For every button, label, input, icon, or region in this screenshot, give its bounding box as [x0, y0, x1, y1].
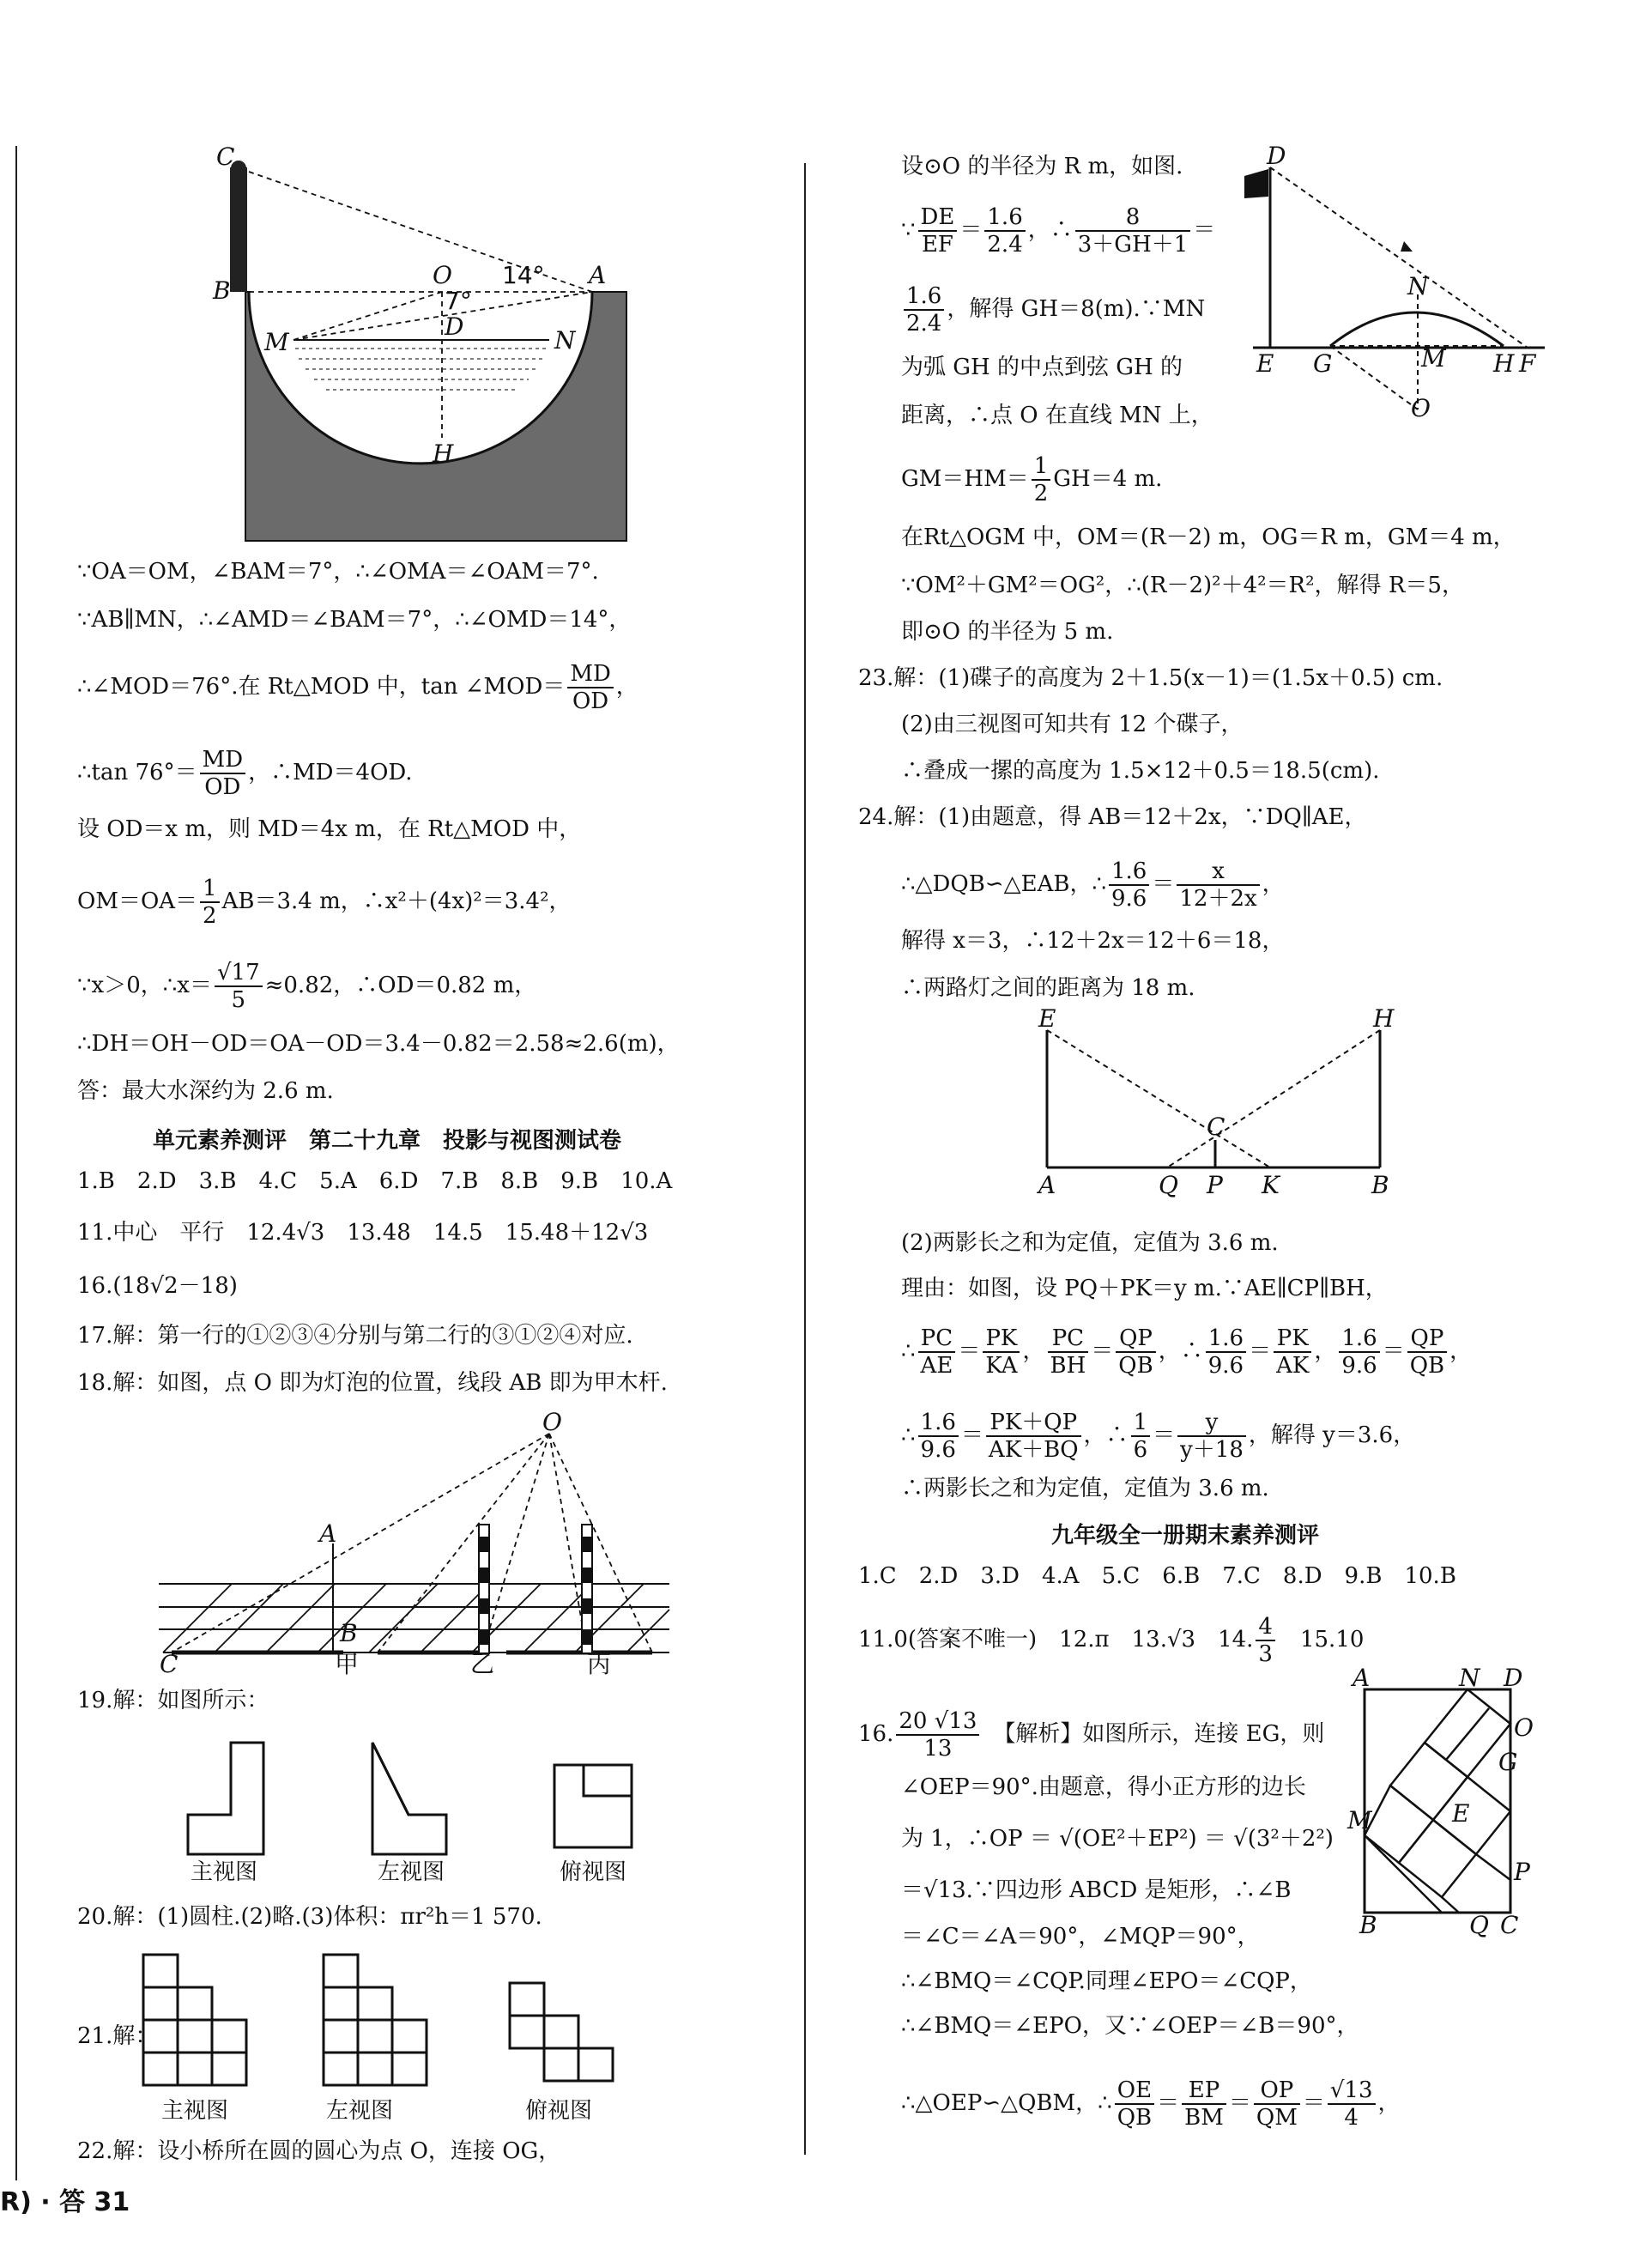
fraction: $\frac{1.6}{9.6}$	[1206, 1325, 1246, 1379]
fraction: $\frac{PC}{BH}$	[1048, 1325, 1089, 1379]
fraction: $\frac{1}{2}$	[1032, 453, 1051, 506]
q21-front-view	[142, 1953, 253, 2090]
fraction: $\frac{1.6}{9.6}$	[1339, 1325, 1379, 1379]
label-G: G	[1498, 1748, 1518, 1776]
solution-line: ∠OEP＝90°.由题意，得小正方形的边长	[901, 1774, 1306, 1800]
solution-line: ∵OM²＋GM²＝OG²，∴(R－2)²＋4²＝R²，解得 R＝5，	[901, 573, 1464, 598]
solution-line	[901, 453, 1162, 506]
lamp-shadow-diagram	[146, 1408, 695, 1678]
answer-row: 18.解：如图，点 O 即为灯泡的位置，线段 AB 即为甲木杆.	[77, 1370, 668, 1396]
solution-line: ∴叠成一摞的高度为 1.5×12＋0.5＝18.5(cm).	[901, 758, 1380, 784]
rectangle-squares-diagram	[1347, 1664, 1553, 1939]
label-M: M	[1421, 344, 1446, 373]
label-M: M	[264, 328, 289, 356]
text-run: ，∴MD＝4OD.	[248, 760, 413, 785]
solution-line: ∴△OEP∽△QBM，∴ $\frac{OE}{QB}$ ＝ $\frac{EP}{BM}$ ＝ $\frac{OP}{QM}$ ＝ $\frac{√13}{4}$ ，	[901, 2077, 1401, 2131]
label-K: K	[1262, 1171, 1280, 1199]
label-O: O	[1411, 394, 1431, 422]
label-E: E	[1038, 1004, 1056, 1033]
solution-line: (2)由三视图可知共有 12 个碟子，	[901, 712, 1244, 737]
text-run: ∵	[901, 217, 916, 243]
fraction: $\frac{√17}{5}$	[215, 960, 263, 1013]
left-margin-rule	[15, 146, 17, 2180]
solution-line: 为弧 GH 的中点到弦 GH 的	[901, 355, 1183, 380]
street-lights-diagram	[1030, 1004, 1399, 1202]
solution-line: ＝√13.∵四边形 ABCD 是矩形，∴∠B	[901, 1877, 1292, 1903]
text-run: GH＝4 m.	[1053, 466, 1163, 492]
fraction: $\frac{4}{3}$	[1256, 1614, 1275, 1667]
q21-side-view	[322, 1953, 433, 2090]
fraction: $\frac{QP}{QB}$	[1116, 1325, 1155, 1379]
label-C: C	[1500, 1911, 1519, 1939]
label-B: B	[213, 276, 231, 305]
label-N: N	[1407, 272, 1429, 300]
answer-row: 22.解：设小桥所在圆的圆心为点 O，连接 OG，	[77, 2138, 561, 2164]
fraction: $\frac{x}{12+2x}$	[1177, 858, 1259, 912]
solution-line: ∴△DQB∽△EAB，∴ $\frac{1.6}{9.6}$ ＝ $\frac{x}{12+2x}$ ，	[901, 858, 1285, 912]
caption-side-view: 左视图	[326, 2098, 394, 2124]
q21-top-view	[508, 1981, 620, 2093]
fraction: $\frac{MD}{OD}$	[200, 747, 245, 800]
arch-bridge-diagram	[1236, 142, 1553, 434]
solution-line: 解得 x＝3，∴12＋2x＝12＋6＝18，	[901, 928, 1285, 954]
answer-row: 20.解：(1)圆柱.(2)略.(3)体积：πr²h＝1 570.	[77, 1904, 542, 1930]
label-7deg: 7°	[445, 287, 472, 315]
fraction: $\frac{1}{2}$	[200, 876, 220, 929]
label-H: H	[1493, 349, 1515, 378]
label-M: M	[1347, 1806, 1372, 1834]
fraction: $\frac{y}{y+18}$	[1177, 1410, 1246, 1463]
solution-line	[901, 283, 1205, 337]
label-jia: 甲	[335, 1650, 360, 1678]
text-run: ，解得 GH＝8(m).∵MN	[947, 296, 1206, 322]
solution-line: ∴ $\frac{1.6}{9.6}$ ＝ $\frac{PK+QP}{AK+BQ}$ ，∴ $\frac{1}{6}$ ＝ $\frac{y}{y+18}$ ，解得 y＝3.6，	[901, 1410, 1416, 1463]
fraction: $\frac{1}{6}$	[1131, 1410, 1151, 1463]
fraction: $\frac{√13}{4}$	[1328, 2077, 1376, 2131]
answer-row: 17.解：第一行的①②③④分别与第二行的③①②④对应.	[77, 1323, 633, 1349]
text-run: ∴tan 76°＝	[77, 760, 197, 785]
answer-row: 11.中心 平行 12.4√3 13.48 14.5 15.48＋12√3	[77, 1220, 649, 1246]
answer-row: 16.(18√2－18)	[77, 1273, 238, 1299]
answer-row: 1.B 2.D 3.B 4.C 5.A 6.D 7.B 8.B 9.B 10.A	[77, 1168, 673, 1194]
q19-top-view	[551, 1762, 637, 1856]
caption-front-view: 主视图	[191, 1859, 258, 1885]
solution-line: 距离，∴点 O 在直线 MN 上，	[901, 403, 1213, 428]
text-run: GM＝HM＝	[901, 466, 1029, 492]
fraction: $\frac{OE}{QB}$	[1115, 2077, 1154, 2131]
solution-line: 理由：如图，设 PQ＋PK＝y m.∵AE∥CP∥BH，	[901, 1276, 1388, 1301]
fraction: $\frac{OP}{QM}$	[1254, 2077, 1300, 2131]
fraction: $\frac{PK+QP}{AK+BQ}$	[986, 1410, 1081, 1463]
page-footer: R) · 答 31	[0, 2187, 130, 2217]
water-bowl-diagram	[213, 143, 669, 549]
answer-row: 24.解：(1)由题意，得 AB＝12＋2x，∵DQ∥AE，	[858, 804, 1367, 830]
fraction: $\frac{EP}{BM}$	[1182, 2077, 1226, 2131]
fraction: $\frac{PC}{AE}$	[918, 1325, 956, 1379]
solution-line: 设⊙O 的半径为 R m，如图.	[901, 154, 1183, 179]
solution-line: ＝∠C＝∠A＝90°，∠MQP＝90°，	[901, 1924, 1260, 1950]
solution-line	[77, 747, 413, 800]
answer-row: 21.解：	[77, 2023, 158, 2049]
caption-top-view: 俯视图	[560, 1859, 627, 1885]
text-run: ≈0.82，∴OD＝0.82 m，	[264, 973, 537, 998]
solution-line	[77, 876, 572, 929]
label-C: C	[1207, 1113, 1225, 1141]
solution-line: 设 OD＝x m，则 MD＝4x m，在 Rt△MOD 中，	[77, 816, 582, 842]
fraction: $\frac{MD}{OD}$	[567, 661, 613, 714]
fraction: $\frac{QP}{QB}$	[1407, 1325, 1447, 1379]
label-B: B	[1371, 1171, 1389, 1199]
text-run: AB＝3.4 m，∴x²＋(4x)²＝3.4²，	[221, 888, 572, 914]
label-G: G	[1313, 349, 1333, 378]
text-run: 【解析】如图所示，连接 EG，则	[1004, 1721, 1325, 1747]
label-C: C	[216, 143, 235, 171]
fraction: $\frac{PK}{AK}$	[1274, 1325, 1311, 1379]
label-O: O	[1514, 1713, 1534, 1742]
text-run: 11.0(答案不唯一) 12.π 13.√3 14.	[858, 1627, 1254, 1652]
solution-line: ∴DH＝OH－OD＝OA－OD＝3.4－0.82＝2.58≈2.6(m)，	[77, 1031, 680, 1057]
label-D: D	[445, 312, 464, 341]
label-D: D	[1267, 142, 1286, 170]
fraction: $\frac{1.6}{2.4}$	[984, 204, 1025, 258]
label-14deg: 14°	[502, 261, 545, 289]
label-O: O	[542, 1408, 562, 1436]
fraction: $\frac{PK}{KA}$	[983, 1325, 1020, 1379]
label-A: A	[1353, 1664, 1371, 1692]
label-Q: Q	[1159, 1171, 1178, 1199]
text-run: ∴△OEP∽△QBM，∴	[901, 2090, 1112, 2116]
solution-line: ∴两影长之和为定值，定值为 3.6 m.	[901, 1476, 1269, 1501]
label-Q: Q	[1469, 1911, 1489, 1939]
label-B: B	[340, 1619, 358, 1647]
fraction: $\frac{1.6}{9.6}$	[918, 1410, 959, 1463]
label-N: N	[1459, 1664, 1480, 1692]
caption-front-view: 主视图	[161, 2098, 229, 2124]
label-O: O	[433, 261, 452, 289]
label-B: B	[1359, 1911, 1377, 1939]
text-run: OM＝OA＝	[77, 888, 198, 914]
solution-line: ∴∠MOD＝76°.在 Rt△MOD 中，tan ∠MOD＝ $\frac{MD}{OD}$ ，	[77, 661, 638, 714]
solution-line: ∴∠BMQ＝∠CQP.同理∠EPO＝∠CQP，	[901, 1968, 1312, 1994]
fraction: $\frac{8}{3+GH+1}$	[1075, 204, 1191, 258]
answer-row	[858, 1708, 1324, 1762]
solution-line	[77, 960, 536, 1013]
label-C: C	[160, 1650, 179, 1678]
label-H: H	[1373, 1004, 1395, 1033]
caption-top-view: 俯视图	[525, 2098, 593, 2124]
section-title: 单元素养测评 第二十九章 投影与视图测试卷	[153, 1128, 622, 1154]
solution-line: 答：最大水深约为 2.6 m.	[77, 1078, 334, 1104]
label-D: D	[1504, 1664, 1523, 1692]
answer-row: 19.解：如图所示：	[77, 1688, 269, 1713]
solution-line: ∴∠BMQ＝∠EPO，又∵∠OEP＝∠B＝90°，	[901, 2013, 1359, 2039]
answer-row: 1.C 2.D 3.D 4.A 5.C 6.B 7.C 8.D 9.B 10.B	[858, 1563, 1456, 1589]
section-title: 九年级全一册期末素养测评	[1051, 1523, 1320, 1549]
text-run: ∴△DQB∽△EAB，∴	[901, 871, 1106, 897]
label-A: A	[589, 261, 607, 289]
fraction: $\frac{20 √13}{13}$	[896, 1708, 979, 1762]
answer-row	[858, 1614, 1364, 1667]
solution-line: ∴ $\frac{PC}{AE}$ ＝ $\frac{PK}{KA}$ ， $\frac{PC}{BH}$ ＝ $\frac{QP}{QB}$ ，∴ $\frac{1.6}{9.6}$ ＝ $\frac{PK}{AK}$ ， $\frac{1.6}{9.6}$ ＝ $\frac{QP}{QB}$ ，	[901, 1325, 1473, 1379]
label-H: H	[433, 440, 454, 468]
label-P: P	[1207, 1171, 1223, 1199]
label-N: N	[554, 326, 576, 355]
label-E: E	[1256, 349, 1274, 378]
q19-front-view	[185, 1734, 270, 1854]
column-divider	[804, 163, 806, 2155]
fraction: $\frac{DE}{EF}$	[918, 204, 958, 258]
label-yi: 乙	[470, 1650, 495, 1678]
solution-line: ∵OA＝OM，∠BAM＝7°，∴∠OMA＝∠OAM＝7°.	[77, 559, 599, 585]
solution-line: ∵AB∥MN，∴∠AMD＝∠BAM＝7°，∴∠OMD＝14°，	[77, 607, 632, 633]
fraction: $\frac{1.6}{2.4}$	[904, 283, 944, 337]
label-A: A	[1038, 1171, 1056, 1199]
answer-row: 23.解：(1)碟子的高度为 2＋1.5(x－1)＝(1.5x＋0.5) cm.	[858, 665, 1443, 691]
text-run: ∴∠MOD＝76°.在 Rt△MOD 中，tan ∠MOD＝	[77, 674, 566, 700]
label-A: A	[319, 1519, 337, 1548]
label-bing: 丙	[587, 1650, 612, 1678]
solution-line: 为 1，∴OP ＝ √(OE²＋EP²) ＝ √(3²＋2²)	[901, 1826, 1334, 1852]
solution-line: 在Rt△OGM 中，OM＝(R－2) m，OG＝R m，GM＝4 m，	[901, 525, 1516, 550]
text-run: 16.	[858, 1721, 894, 1747]
text-run: ∵x＞0，∴x＝	[77, 973, 212, 998]
label-E: E	[1452, 1799, 1470, 1828]
text-run: 15.10	[1277, 1627, 1365, 1652]
text-run: ，解得 y＝3.6，	[1248, 1422, 1416, 1448]
label-P: P	[1514, 1858, 1530, 1886]
solution-line: ∴两路灯之间的距离为 18 m.	[901, 975, 1195, 1001]
caption-side-view: 左视图	[378, 1859, 445, 1885]
solution-line: 即⊙O 的半径为 5 m.	[901, 619, 1114, 645]
q19-side-view	[369, 1734, 455, 1854]
solution-line: ∵ $\frac{DE}{EF}$ ＝ $\frac{1.6}{2.4}$ ，∴ $\frac{8}{3+GH+1}$ ＝	[901, 204, 1216, 258]
label-F: F	[1519, 349, 1536, 378]
fraction: $\frac{1.6}{9.6}$	[1109, 858, 1149, 912]
solution-line: (2)两影长之和为定值，定值为 3.6 m.	[901, 1230, 1279, 1256]
